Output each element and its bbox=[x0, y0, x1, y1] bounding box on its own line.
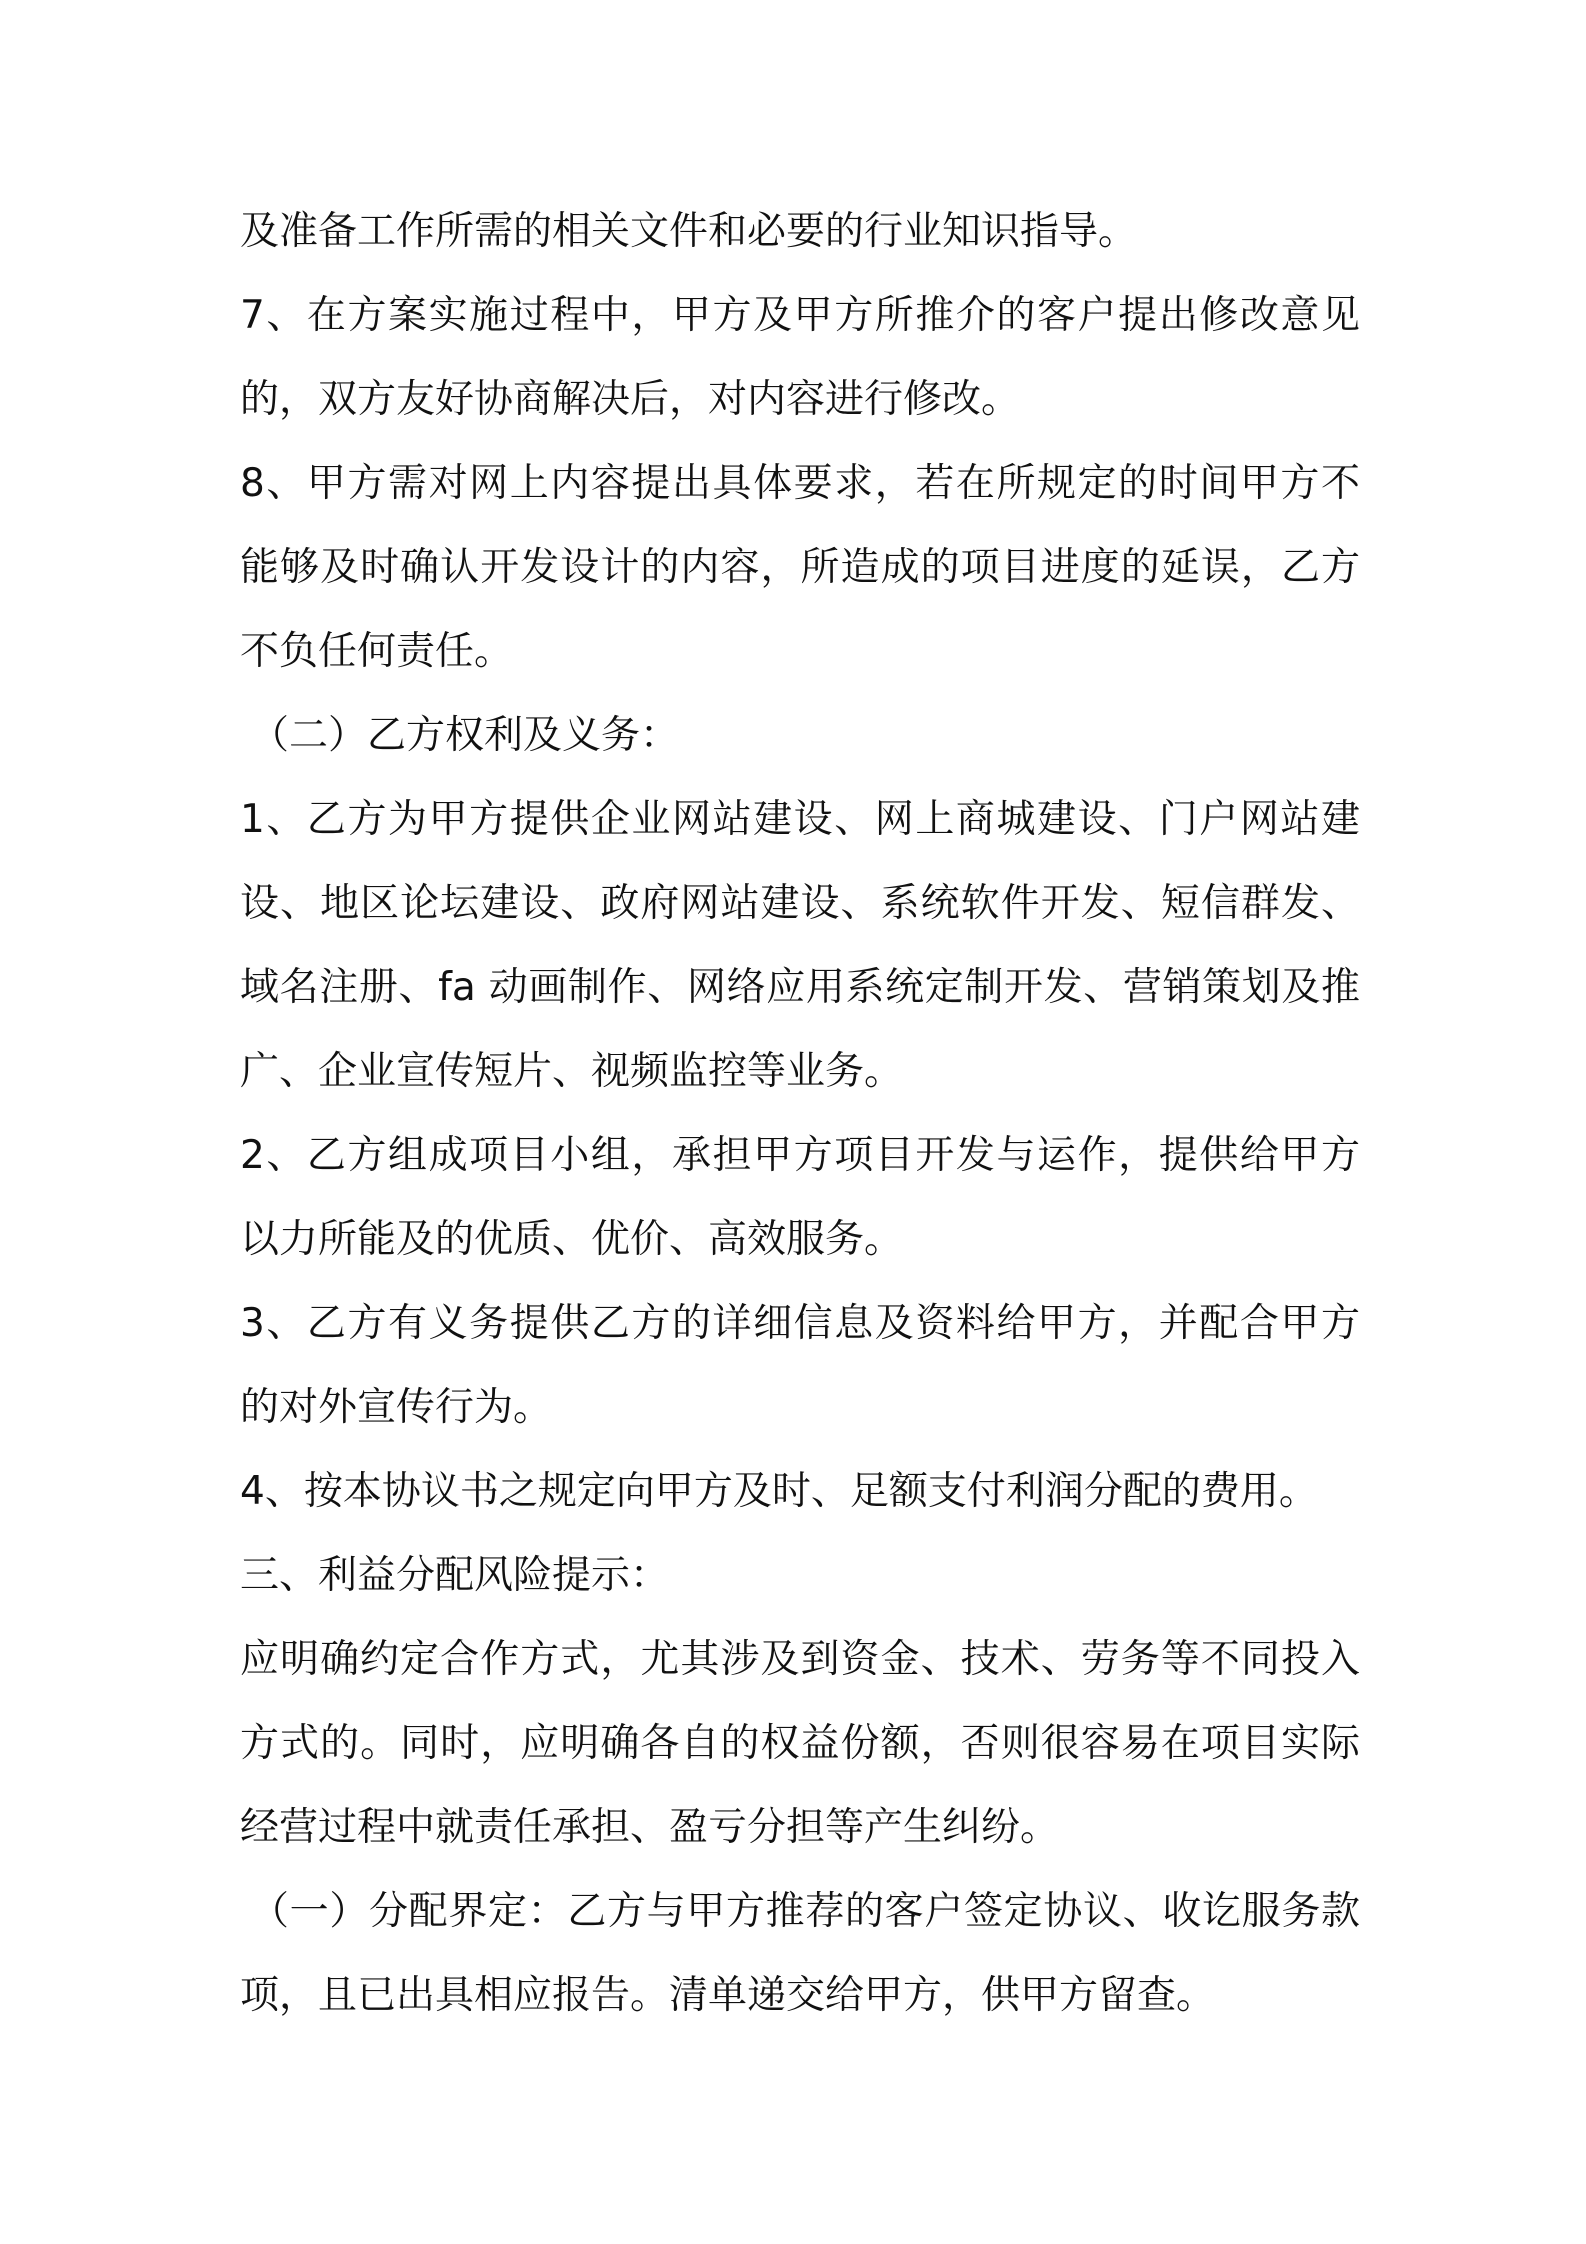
text-line: 3、乙方有义务提供乙方的详细信息及资料给甲方，并配合甲方 bbox=[240, 1301, 1360, 1346]
text-line: 不负任何责任。 bbox=[240, 629, 514, 674]
text-line: 以力所能及的优质、优价、高效服务。 bbox=[240, 1217, 904, 1262]
text-line: 设、地区论坛建设、政府网站建设、系统软件开发、短信群发、 bbox=[240, 881, 1360, 926]
text-line: 应明确约定合作方式，尤其涉及到资金、技术、劳务等不同投入 bbox=[240, 1637, 1360, 1682]
text-line: 域名注册、fa 动画制作、网络应用系统定制开发、营销策划及推 bbox=[240, 965, 1360, 1010]
text-line: 的，双方友好协商解决后，对内容进行修改。 bbox=[240, 377, 1021, 422]
text-line: 经营过程中就责任承担、盈亏分担等产生纠纷。 bbox=[240, 1805, 1060, 1850]
text-line: 能够及时确认开发设计的内容，所造成的项目进度的延误，乙方 bbox=[240, 545, 1360, 590]
text-line: 7、在方案实施过程中，甲方及甲方所推介的客户提出修改意见 bbox=[240, 293, 1360, 338]
text-line: 4、按本协议书之规定向甲方及时、足额支付利润分配的费用。 bbox=[240, 1469, 1318, 1514]
section-heading: （二）乙方权利及义务： bbox=[250, 713, 680, 758]
text-line: （一）分配界定：乙方与甲方推荐的客户签定协议、收讫服务款 bbox=[250, 1889, 1360, 1934]
text-line: 方式的。同时，应明确各自的权益份额，否则很容易在项目实际 bbox=[240, 1721, 1360, 1766]
text-line: 2、乙方组成项目小组，承担甲方项目开发与运作，提供给甲方 bbox=[240, 1133, 1360, 1178]
text-line: 1、乙方为甲方提供企业网站建设、网上商城建设、门户网站建 bbox=[240, 797, 1360, 842]
section-heading: 三、利益分配风险提示： bbox=[240, 1553, 670, 1598]
text-line: 的对外宣传行为。 bbox=[240, 1385, 553, 1430]
text-line: 广、企业宣传短片、视频监控等业务。 bbox=[240, 1049, 904, 1094]
text-line: 及准备工作所需的相关文件和必要的行业知识指导。 bbox=[240, 209, 1138, 254]
text-line: 项，且已出具相应报告。清单递交给甲方，供甲方留查。 bbox=[240, 1973, 1216, 2018]
text-line: 8、甲方需对网上内容提出具体要求，若在所规定的时间甲方不 bbox=[240, 461, 1360, 506]
document-body bbox=[240, 190, 1360, 2038]
